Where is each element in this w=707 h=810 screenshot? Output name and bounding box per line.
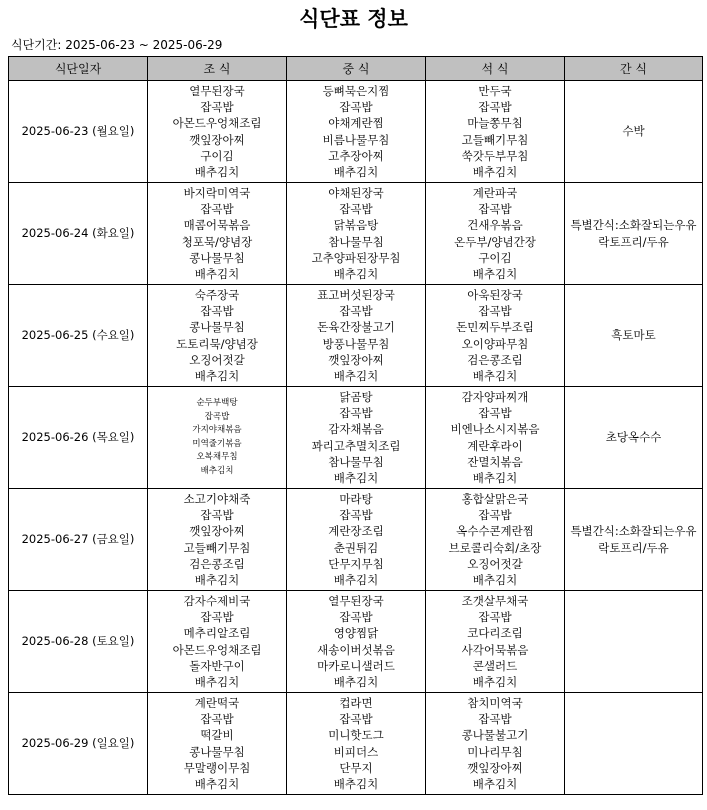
snack-cell: [565, 693, 703, 795]
menu-item: 배추김치: [333, 266, 379, 281]
menu-item: 미역줄기볶음: [192, 438, 242, 449]
breakfast-cell: [148, 183, 287, 285]
menu-item: 콩나물무침: [189, 320, 245, 335]
menu-item: 단무지무침: [328, 556, 384, 571]
menu-item: 코다리조림: [467, 626, 523, 641]
menu-item: 매콤어묵볶음: [183, 218, 251, 233]
menu-item: 새송이버섯볶음: [317, 642, 395, 657]
menu-item: 오징어젓갈: [189, 352, 245, 367]
menu-item: 배추김치: [194, 674, 240, 689]
menu-item: 계란파국: [472, 185, 518, 200]
menu-item: 배추김치: [472, 776, 518, 791]
lunch-cell: [287, 591, 426, 693]
dinner-cell: [426, 81, 565, 183]
meal-date: 2025-06-24 (화요일): [9, 183, 148, 285]
menu-item: 미나리무침: [467, 744, 523, 759]
menu-item: 옥수수콘계란찜: [456, 524, 534, 539]
breakfast-cell: [148, 693, 287, 795]
menu-item: 닭볶음탕: [333, 218, 379, 233]
header-dinner: 석 식: [426, 57, 565, 81]
menu-item: 고추장아찌: [328, 148, 384, 163]
table-row: [9, 489, 703, 591]
menu-item: 검은콩조림: [189, 556, 245, 571]
header-snack: 간 식: [565, 57, 703, 81]
menu-item: 검은콩조림: [467, 352, 523, 367]
menu-item: 수박: [622, 124, 645, 139]
menu-item: 깻잎장아찌: [328, 352, 384, 367]
menu-item: 비피더스: [333, 744, 379, 759]
menu-item: 참나물무침: [328, 454, 384, 469]
meal-table: [8, 56, 703, 795]
meal-date: 2025-06-29 (일요일): [9, 693, 148, 795]
menu-item: 오징어젓갈: [467, 556, 523, 571]
menu-item: 감자채볶음: [328, 422, 384, 437]
menu-item: 잡곡밥: [478, 100, 512, 115]
menu-item: 배추김치: [333, 674, 379, 689]
menu-item: 고들빼기무침: [183, 540, 251, 555]
menu-item: 영양찜닭: [333, 626, 379, 641]
lunch-cell: [287, 81, 426, 183]
menu-item: 만두국: [478, 83, 512, 98]
breakfast-cell: [148, 387, 287, 489]
menu-item: 마카로니샐러드: [317, 658, 395, 673]
breakfast-cell: [148, 285, 287, 387]
table-row: [9, 387, 703, 489]
menu-item: 참치미역국: [467, 695, 523, 710]
menu-item: 잡곡밥: [200, 712, 234, 727]
menu-item: 메추리알조림: [183, 626, 251, 641]
menu-item: 잡곡밥: [339, 202, 373, 217]
menu-item: 열무된장국: [189, 83, 245, 98]
menu-item: 배추김치: [194, 572, 240, 587]
menu-item: 마라탕: [339, 491, 373, 506]
menu-item: 깻잎장아찌: [189, 132, 245, 147]
menu-item: 브로콜리숙회/초장: [448, 540, 542, 555]
menu-item: 컵라면: [339, 695, 373, 710]
menu-item: 야채계란찜: [328, 116, 384, 131]
header-date: 식단일자: [9, 57, 148, 81]
lunch-cell: [287, 183, 426, 285]
meal-date: 2025-06-25 (수요일): [9, 285, 148, 387]
menu-item: 떡갈비: [200, 728, 234, 743]
dinner-cell: [426, 693, 565, 795]
menu-item: 배추김치: [333, 470, 379, 485]
header-breakfast: 조 식: [148, 57, 287, 81]
menu-item: 고들빼기무침: [461, 132, 529, 147]
menu-item: 잔멸치볶음: [467, 454, 523, 469]
breakfast-cell: [148, 591, 287, 693]
table-row: [9, 591, 703, 693]
menu-item: 잡곡밥: [200, 610, 234, 625]
menu-item: 표고버섯된장국: [317, 287, 395, 302]
menu-item: 춘권튀김: [333, 540, 379, 555]
menu-item: 잡곡밥: [200, 100, 234, 115]
table-row: [9, 285, 703, 387]
table-row: [9, 183, 703, 285]
menu-item: 락토프리/두유: [598, 540, 669, 555]
menu-item: 바지락미역국: [183, 185, 251, 200]
snack-cell: [565, 387, 703, 489]
menu-item: 잡곡밥: [478, 406, 512, 421]
snack-cell: [565, 183, 703, 285]
menu-item: 깻잎장아찌: [467, 760, 523, 775]
menu-item: 특별간식:소화잘되는우유: [570, 524, 697, 539]
menu-item: 감자수제비국: [183, 593, 251, 608]
menu-item: 배추김치: [472, 368, 518, 383]
menu-item: 흑토마토: [611, 328, 656, 343]
lunch-cell: [287, 693, 426, 795]
snack-cell: [565, 489, 703, 591]
menu-item: 잡곡밥: [478, 508, 512, 523]
menu-item: 구이김: [200, 148, 234, 163]
menu-item: 돈육간장불고기: [317, 320, 395, 335]
menu-item: 잡곡밥: [204, 411, 230, 422]
dinner-cell: [426, 285, 565, 387]
menu-item: 청포묵/양념장: [181, 234, 253, 249]
menu-item: 사각어묵볶음: [461, 642, 529, 657]
lunch-cell: [287, 387, 426, 489]
breakfast-cell: [148, 81, 287, 183]
menu-item: 감자양파찌개: [461, 389, 529, 404]
menu-item: 아몬드우엉채조림: [172, 642, 262, 657]
menu-item: 잡곡밥: [478, 304, 512, 319]
menu-item: 참나물무침: [328, 234, 384, 249]
menu-item: 돈민찌두부조림: [456, 320, 534, 335]
menu-item: 조갯살무채국: [461, 593, 529, 608]
menu-item: 비엔나소시지볶음: [450, 422, 540, 437]
menu-item: 배추김치: [194, 164, 240, 179]
menu-item: 꽈리고추멸치조림: [311, 438, 401, 453]
menu-item: 배추김치: [200, 465, 234, 476]
snack-cell: [565, 591, 703, 693]
snack-cell: [565, 285, 703, 387]
menu-item: 배추김치: [333, 776, 379, 791]
menu-item: 콘샐러드: [472, 658, 518, 673]
menu-item: 잡곡밥: [339, 100, 373, 115]
menu-item: 아욱된장국: [467, 287, 523, 302]
menu-item: 깻잎장아찌: [189, 524, 245, 539]
menu-item: 특별간식:소화잘되는우유: [570, 218, 697, 233]
menu-item: 잡곡밥: [478, 712, 512, 727]
menu-item: 단무지: [339, 760, 373, 775]
menu-item: 비름나물무침: [322, 132, 390, 147]
menu-item: 배추김치: [333, 572, 379, 587]
menu-item: 락토프리/두유: [598, 234, 669, 249]
menu-item: 계란장조림: [328, 524, 384, 539]
meal-period: 식단기간: 2025-06-23 ~ 2025-06-29: [11, 38, 223, 52]
menu-item: 미니핫도그: [328, 728, 384, 743]
menu-item: 마늘쫑무침: [467, 116, 523, 131]
menu-item: 배추김치: [194, 776, 240, 791]
menu-item: 야채된장국: [328, 185, 384, 200]
lunch-cell: [287, 489, 426, 591]
menu-item: 배추김치: [333, 164, 379, 179]
snack-cell: [565, 81, 703, 183]
menu-item: 잡곡밥: [200, 202, 234, 217]
menu-item: 가지야채볶음: [192, 425, 242, 435]
breakfast-cell: [148, 489, 287, 591]
menu-item: 잡곡밥: [339, 304, 373, 319]
table-row: [9, 693, 703, 795]
dinner-cell: [426, 591, 565, 693]
meal-date: 2025-06-28 (토요일): [9, 591, 148, 693]
menu-item: 돌자반구이: [189, 658, 245, 673]
menu-item: 배추김치: [472, 164, 518, 179]
menu-item: 콩나물무침: [189, 744, 245, 759]
menu-item: 잡곡밥: [478, 202, 512, 217]
header-lunch: 중 식: [287, 57, 426, 81]
menu-item: 배추김치: [472, 572, 518, 587]
menu-item: 소고기야채죽: [183, 491, 251, 506]
menu-item: 잡곡밥: [478, 610, 512, 625]
menu-item: 잡곡밥: [339, 610, 373, 625]
menu-item: 잡곡밥: [339, 508, 373, 523]
menu-item: 배추김치: [472, 266, 518, 281]
dinner-cell: [426, 183, 565, 285]
menu-item: 닭곰탕: [339, 389, 373, 404]
table-header-row: [9, 57, 703, 81]
menu-item: 홍합살맑은국: [461, 491, 529, 506]
menu-item: 오이양파무침: [461, 336, 529, 351]
menu-item: 구이김: [478, 250, 512, 265]
menu-item: 계란후라이: [467, 438, 523, 453]
menu-item: 쑥갓두부무침: [461, 148, 529, 163]
menu-item: 잡곡밥: [339, 406, 373, 421]
menu-item: 배추김치: [333, 368, 379, 383]
menu-item: 잡곡밥: [200, 304, 234, 319]
menu-item: 배추김치: [194, 368, 240, 383]
lunch-cell: [287, 285, 426, 387]
menu-item: 열무된장국: [328, 593, 384, 608]
menu-item: 잡곡밥: [339, 712, 373, 727]
page-title: 식단표 정보: [299, 7, 408, 31]
dinner-cell: [426, 387, 565, 489]
meal-date: 2025-06-27 (금요일): [9, 489, 148, 591]
menu-item: 무말랭이무침: [183, 760, 251, 775]
menu-item: 온두부/양념간장: [454, 234, 536, 249]
menu-item: 초당옥수수: [605, 430, 662, 445]
menu-item: 배추김치: [472, 674, 518, 689]
menu-item: 방풍나물무침: [322, 336, 390, 351]
menu-item: 잡곡밥: [200, 508, 234, 523]
menu-item: 아몬드우엉채조림: [172, 116, 262, 131]
menu-item: 배추김치: [472, 470, 518, 485]
menu-item: 계란떡국: [194, 695, 240, 710]
menu-item: 배추김치: [194, 266, 240, 281]
menu-item: 등뼈묵은지찜: [322, 83, 390, 98]
meal-date: 2025-06-26 (목요일): [9, 387, 148, 489]
menu-item: 숙주장국: [194, 287, 240, 302]
menu-item: 도토리묵/양념장: [176, 336, 258, 351]
menu-item: 콩나물무침: [189, 250, 245, 265]
dinner-cell: [426, 489, 565, 591]
menu-item: 콩나물불고기: [461, 728, 529, 743]
menu-item: 오복채무침: [196, 452, 238, 462]
meal-date: 2025-06-23 (월요일): [9, 81, 148, 183]
menu-item: 고추양파된장무침: [311, 250, 401, 265]
menu-item: 건새우볶음: [467, 218, 523, 233]
table-row: [9, 81, 703, 183]
menu-item: 순두부백탕: [196, 398, 238, 408]
